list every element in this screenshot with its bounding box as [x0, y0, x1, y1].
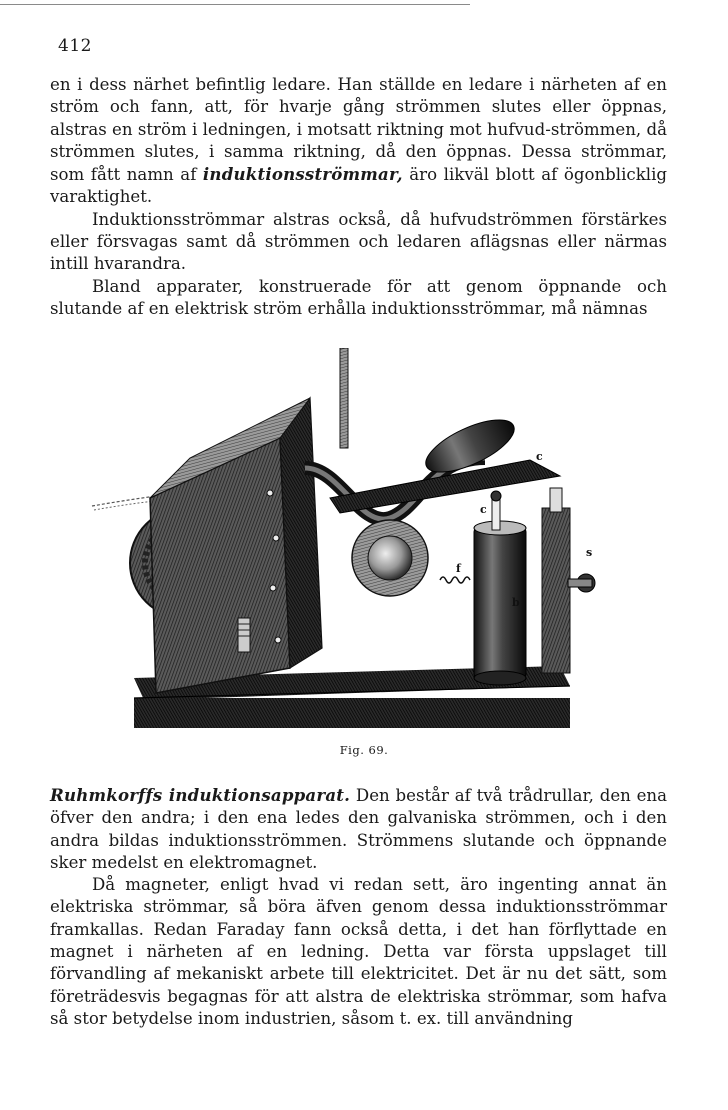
- term-ruhmkorff: Ruhmkorffs induktionsapparat.: [50, 785, 351, 805]
- paragraph-text: Den består af två trådrullar, den ena öfver den andra; i den ena ledes den galvaniska strömmen, och i den andra bildas induktionsströmmen. Strömmens slutande och öppnande sker medelst en elektromagnet.: [50, 786, 668, 872]
- term-induktionsstrommar: induktionsströmmar,: [202, 164, 403, 185]
- text-block-top: [50, 74, 667, 320]
- top-rule: [0, 4, 470, 5]
- label-s: s: [586, 546, 593, 559]
- pillar-right: [542, 508, 570, 673]
- page-number: 412: [58, 36, 92, 56]
- engraving-illustration: [90, 348, 620, 732]
- paragraph-apparatus-intro: Bland apparater, konstruerade för att genom öppnande och slutande af en elektrisk ström erhålla induktionsströmmar, må nämnas: [50, 276, 667, 318]
- label-b: b: [512, 596, 520, 609]
- vertical-rod: [340, 348, 348, 448]
- base-front: [134, 698, 570, 728]
- label-c-top: c: [536, 450, 543, 463]
- paragraph-text: en i dess närhet befintlig ledare. Han ställde en ledare i närheten af en ström och fann, att, för hvarje gång strömmen slutes eller öppnas, alstras en ström i ledningen, i motsatt riktning mot hufvud-strömmen, då strömmen slutes, i samma riktning, då den öppnas. Dessa strömmar, som fått namn af: [50, 75, 667, 185]
- paragraph-text-end: äro likväl blott af ögonblicklig varaktighet.: [50, 165, 668, 207]
- paragraph-induction-conditions: Induktionsströmmar alstras också, då hufvudströmmen förstärkes eller försvagas samt då strömmen och ledaren aflägsnas eller närmas intill hvarandra.: [50, 209, 667, 274]
- figure-ruhmkorff-apparatus: [90, 348, 620, 732]
- spring-f: [440, 577, 470, 583]
- paragraph-faraday: Då magneter, enligt hvad vi redan sett, äro ingenting annat än elektriska strömmar, så böra äfven genom dessa induktionsströmmar framkallas. Redan Faraday fann också detta, i det han förflyttade en magnet i närheten af en ledning. Detta var första uppslaget till förvandling af mekaniskt arbete till elektricitet. Det är nu det sätt, som företrädesvis begagnas för att alstra de elektriska strömmar, som hafva så stor betydelse inom industrien, såsom t. ex. till användning: [50, 875, 667, 1028]
- paragraph-ruhmkorff: [50, 784, 667, 874]
- figure-caption: Fig. 69.: [339, 743, 389, 757]
- text-block-bottom: [50, 784, 667, 1030]
- label-f: f: [456, 562, 461, 575]
- main-frame: [150, 438, 290, 693]
- label-c-middle: c: [480, 503, 487, 516]
- contact-post: [492, 498, 500, 530]
- front-screw: [238, 618, 250, 652]
- paragraph-induction-currents: [50, 74, 667, 209]
